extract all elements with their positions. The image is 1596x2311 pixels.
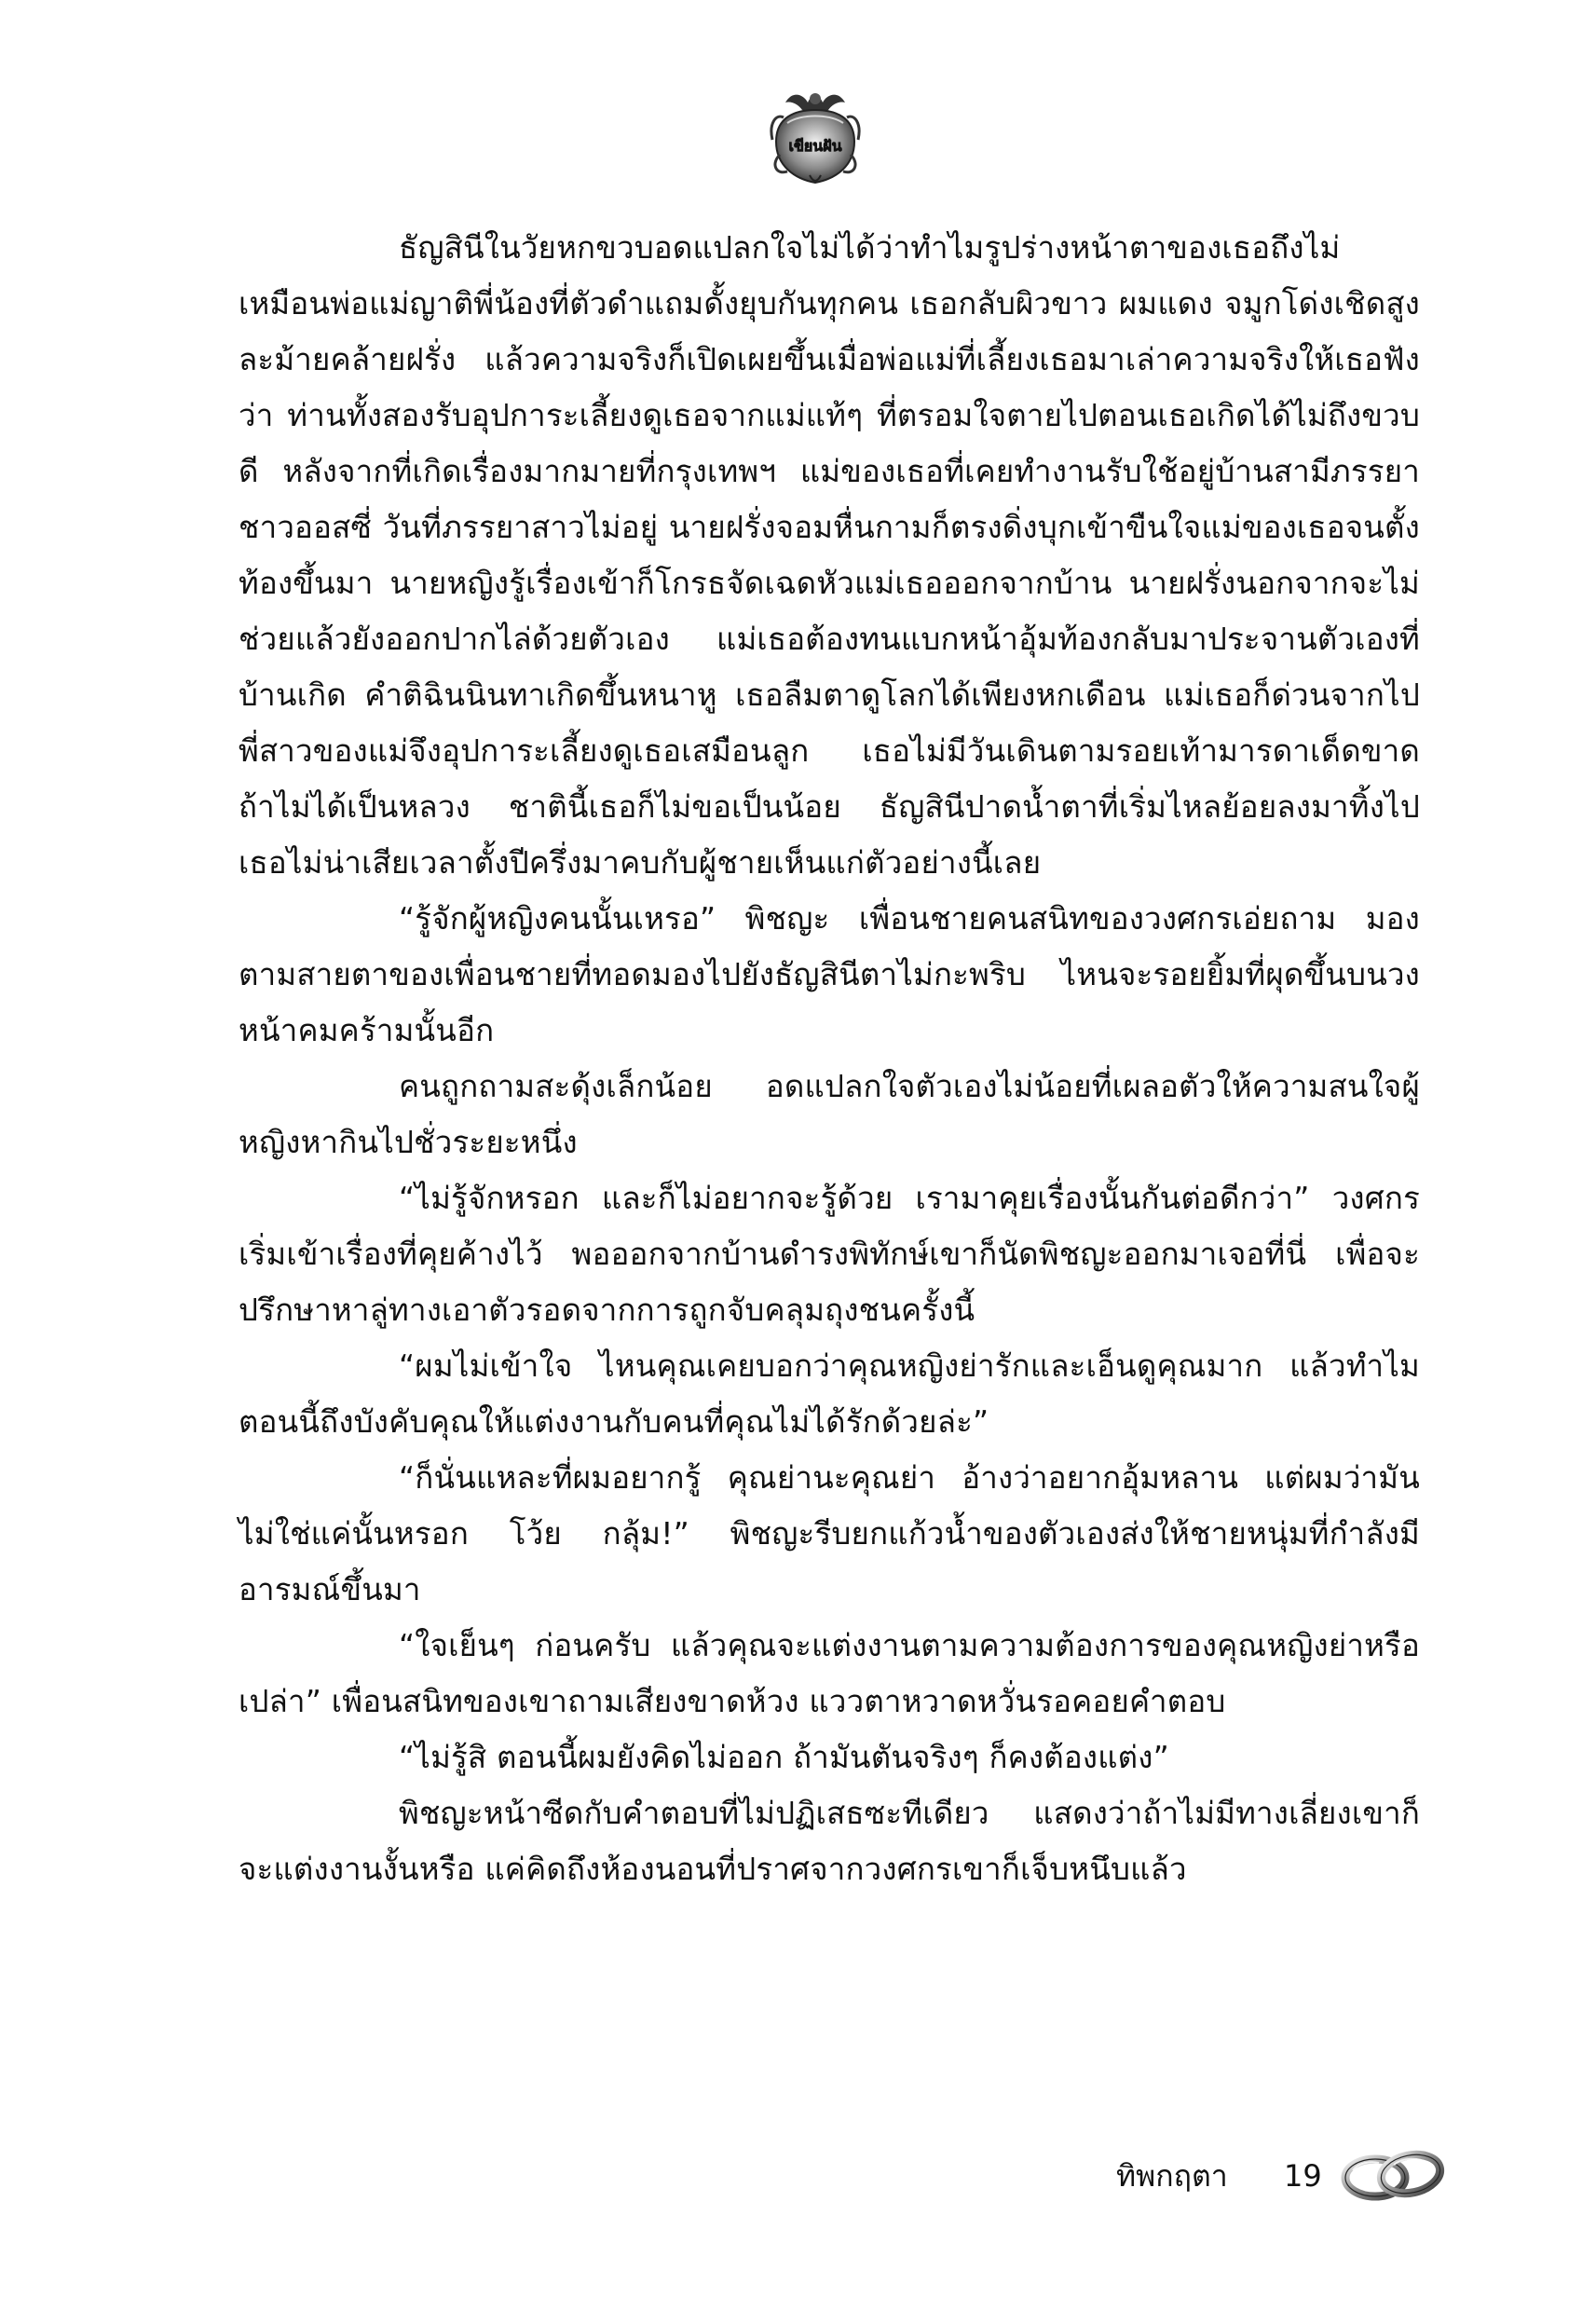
paragraph: “ใจเย็นๆ ก่อนครับ แล้วคุณจะแต่งงานตามความต้องการของคุณหญิงย่าหรือเปล่า” เพื่อนสนิทของเขาถามเสียงขาดห้วง แววตาหวาดหวั่นรอคอยคำตอบ (239, 1627, 1420, 1719)
paragraph: “ไม่รู้จักหรอก และก็ไม่อยากจะรู้ด้วย เรามาคุยเรื่องนั้นกันต่อดีกว่า” วงศกรเริ่มเข้าเรื่องที่คุยค้างไว้ พอออกจากบ้านดำรงพิทักษ์เขาก็นัดพิชญะออกมาเจอที่นี่ เพื่อจะปรึกษาหาลู่ทางเอาตัวรอดจากการถูกจับคลุมถุงชนครั้งนี้ (239, 1180, 1420, 1328)
paragraph: “ไม่รู้สิ ตอนนี้ผมยังคิดไม่ออก ถ้ามันตันจริงๆ ก็คงต้องแต่ง” (399, 1739, 1169, 1775)
wedding-rings-icon (1338, 2146, 1448, 2204)
page-number: 19 (1284, 2158, 1322, 2194)
paragraph: “รู้จักผู้หญิงคนนั้นเหรอ” พิชญะ เพื่อนชายคนสนิทของวงศกรเอ่ยถาม มองตามสายตาของเพื่อนชายที่ทอดมองไปยังธัญสินีตาไม่กะพริบ ไหนจะรอยยิ้มที่ผุดขึ้นบนวงหน้าคมคร้ามนั้นอีก (239, 900, 1420, 1048)
paragraph: “ก็นั่นแหละที่ผมอยากรู้ คุณย่านะคุณย่า อ้างว่าอยากอุ้มหลาน แต่ผมว่ามันไม่ใช่แค่นั้นหรอก โว้ย กลุ้ม!” พิชญะรีบยกแก้วน้ำของตัวเองส่งให้ชายหนุ่มที่กำลังมีอารมณ์ขึ้นมา (239, 1459, 1420, 1607)
paragraph: พิชญะหน้าซีดกับคำตอบที่ไม่ปฏิเสธซะทีเดียว แสดงว่าถ้าไม่มีทางเลี่ยงเขาก็จะแต่งงานงั้นหรือ แค่คิดถึงห้องนอนที่ปราศจากวงศกรเขาก็เจ็บหนึบแล้ว (239, 1795, 1420, 1887)
ornamental-crest-icon (767, 86, 864, 188)
paragraph: “ผมไม่เข้าใจ ไหนคุณเคยบอกว่าคุณหญิงย่ารักและเอ็นดูคุณมาก แล้วทำไมตอนนี้ถึงบังคับคุณให้แต่งงานกับคนที่คุณไม่ได้รักด้วยล่ะ” (239, 1347, 1420, 1440)
logo-text: เขียนฝัน (788, 137, 842, 155)
page-footer (1071, 2146, 1463, 2221)
header-logo (767, 86, 864, 188)
paragraph: คนถูกถามสะดุ้งเล็กน้อย อดแปลกใจตัวเองไม่น้อยที่เผลอตัวให้ความสนใจผู้หญิงหากินไปชั่วระยะหนึ่ง (239, 1068, 1420, 1160)
body-text (239, 220, 1420, 1897)
paragraph: ธัญสินีในวัยหกขวบอดแปลกใจไม่ได้ว่าทำไมรูปร่างหน้าตาของเธอถึงไม่เหมือนพ่อแม่ญาติพี่น้องที่ตัวดำแถมดั้งยุบกันทุกคน เธอกลับผิวขาว ผมแดง จมูกโด่งเชิดสูงละม้ายคล้ายฝรั่ง แล้วความจริงก็เปิดเผยขึ้นเมื่อพ่อแม่ที่เลี้ยงเธอมาเล่าความจริงให้เธอฟังว่า ท่านทั้งสองรับอุปการะเลี้ยงดูเธอจากแม่แท้ๆ ที่ตรอมใจตายไปตอนเธอเกิดได้ไม่ถึงขวบดี หลังจากที่เกิดเรื่องมากมายที่กรุงเทพฯ แม่ของเธอที่เคยทำงานรับใช้อยู่บ้านสามีภรรยาชาวออสซี่ วันที่ภรรยาสาวไม่อยู่ นายฝรั่งจอมหื่นกามก็ตรงดิ่งบุกเข้าขืนใจแม่ของเธอจนตั้งท้องขึ้นมา นายหญิงรู้เรื่องเข้าก็โกรธจัดเฉดหัวแม่เธอออกจากบ้าน นายฝรั่งนอกจากจะไม่ช่วยแล้วยังออกปากไล่ด้วยตัวเอง แม่เธอต้องทนแบกหน้าอุ้มท้องกลับมาประจานตัวเองที่บ้านเกิด คำติฉินนินทาเกิดขึ้นหนาหู เธอลืมตาดูโลกได้เพียงหกเดือน แม่เธอก็ด่วนจากไป พี่สาวของแม่จึงอุปการะเลี้ยงดูเธอเสมือนลูก เธอไม่มีวันเดินตามรอยเท้ามารดาเด็ดขาด ถ้าไม่ได้เป็นหลวง ชาตินี้เธอก็ไม่ขอเป็นน้อย ธัญสินีปาดน้ำตาที่เริ่มไหลย้อยลงมาทิ้งไป เธอไม่น่าเสียเวลาตั้งปีครึ่งมาคบกับผู้ชายเห็นแก่ตัวอย่างนี้เลย (239, 229, 1420, 881)
running-title: ทิพกฤตา (1116, 2158, 1228, 2194)
